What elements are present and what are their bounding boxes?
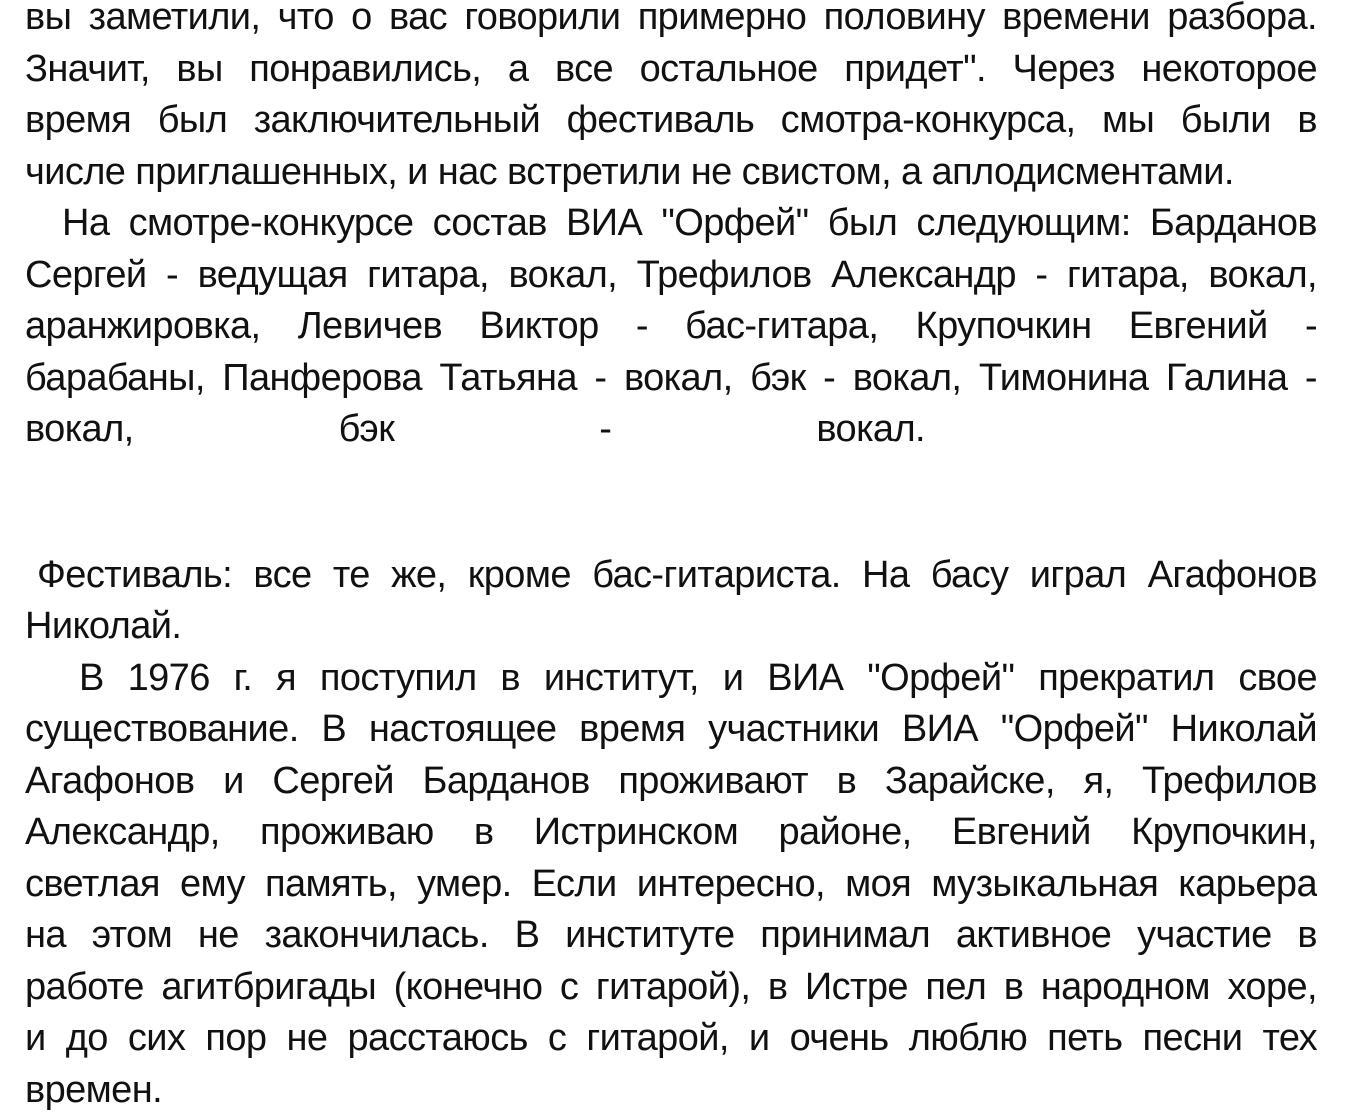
document-page: [25, 0, 1317, 1116]
paragraph-3: [25, 550, 1317, 653]
text-line: Значит, вы понравились, а все остальное придет". Через некоторое: [25, 44, 1317, 96]
text-line: времен.: [25, 1065, 1317, 1116]
text-line: вы заметили, что о вас говорили примерно половину времени разбора.: [25, 0, 1317, 44]
paragraph-spacer: [25, 456, 1317, 550]
text-line: и до сих пор не расстаюсь с гитарой, и очень люблю петь песни тех: [25, 1013, 1317, 1065]
text-line: Александр, проживаю в Истринском районе, Евгений Крупочкин,: [25, 807, 1317, 859]
text-line: время был заключительный фестиваль смотра-конкурса, мы были в: [25, 95, 1317, 147]
paragraph-1: [25, 0, 1317, 198]
paragraph-2: [25, 198, 1317, 456]
text-line: аранжировка, Левичев Виктор - бас-гитара, Крупочкин Евгений -: [25, 301, 1317, 353]
text-line: на этом не закончилась. В институте принимал активное участие в: [25, 910, 1317, 962]
text-line: существование. В настоящее время участники ВИА "Орфей" Николай: [25, 704, 1317, 756]
text-line: Фестиваль: все те же, кроме бас-гитариста. На басу играл Агафонов: [25, 550, 1317, 602]
text-line: барабаны, Панферова Татьяна - вокал, бэк - вокал, Тимонина Галина -: [25, 353, 1317, 405]
text-line: светлая ему память, умер. Если интересно, моя музыкальная карьера: [25, 859, 1317, 911]
text-line: Сергей - ведущая гитара, вокал, Трефилов Александр - гитара, вокал,: [25, 250, 1317, 302]
text-line: работе агитбригады (конечно с гитарой), в Истре пел в народном хоре,: [25, 962, 1317, 1014]
text-line: Николай.: [25, 601, 1317, 653]
text-line: Агафонов и Сергей Барданов проживают в Зарайске, я, Трефилов: [25, 756, 1317, 808]
text-line: В 1976 г. я поступил в институт, и ВИА "Орфей" прекратил свое: [25, 653, 1317, 705]
text-line: числе приглашенных, и нас встретили не свистом, а аплодисментами.: [25, 147, 1317, 199]
text-line: вокал, бэк - вокал.: [25, 404, 925, 456]
text-line: На смотре-конкурсе состав ВИА "Орфей" был следующим: Барданов: [25, 198, 1317, 250]
paragraph-4: [25, 653, 1317, 1116]
